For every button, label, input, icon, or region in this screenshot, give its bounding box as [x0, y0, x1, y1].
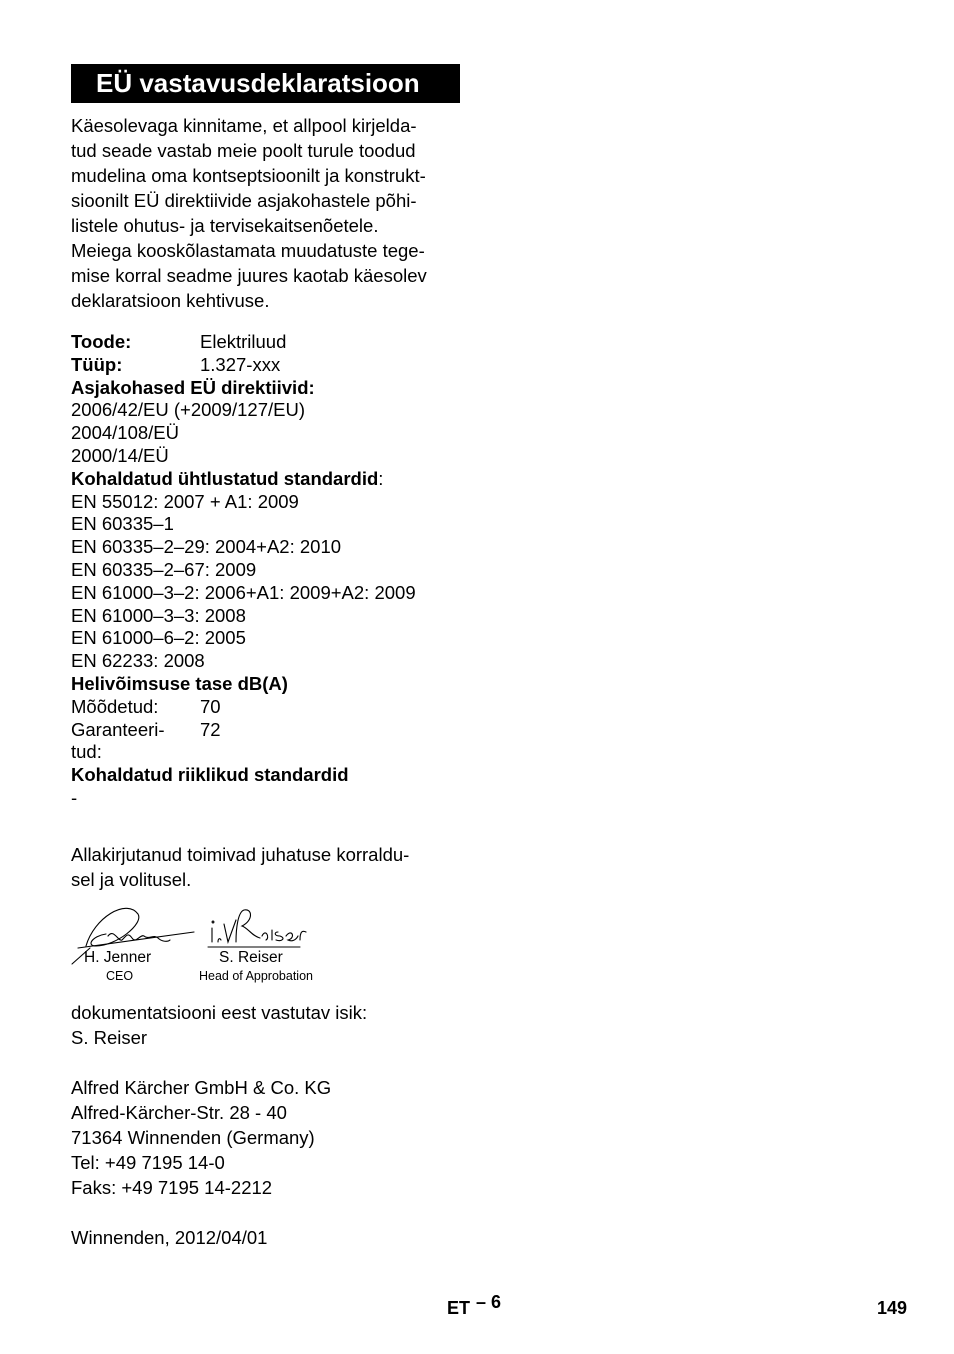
intro-line: Meiega kooskõlastamata muudatuste tege- — [71, 240, 425, 261]
product-label: Toode: — [71, 331, 132, 352]
contact-line — [71, 1050, 471, 1075]
intro-line: tud seade vastab meie poolt turule toodud — [71, 140, 416, 161]
signature-role: CEO — [106, 969, 134, 983]
sound-guaranteed-row — [71, 719, 471, 765]
standards-heading-line — [71, 468, 471, 491]
contact-line: Tel: +49 7195 14-0 — [71, 1152, 225, 1173]
standard-item: EN 61000–6–2: 2005 — [71, 627, 246, 649]
directive-item: 2004/108/EÜ — [71, 422, 180, 444]
product-row — [71, 331, 471, 354]
contact-line: Winnenden, 2012/04/01 — [71, 1227, 268, 1248]
type-value: 1.327-xxx — [200, 353, 281, 375]
specifications — [71, 331, 471, 810]
sound-measured-value: 70 — [200, 695, 221, 717]
standard-item: EN 61000–3–2: 2006+A1: 2009+A2: 2009 — [71, 581, 416, 603]
signature-name: S. Reiser — [219, 949, 283, 966]
signature-role: Head of Approbation — [199, 969, 313, 983]
standard-item: EN 61000–3–3: 2008 — [71, 604, 246, 626]
intro-line: mudelina oma kontseptsioonilt ja konstrukt- — [71, 165, 426, 186]
sound-measured-label: Mõõdetud: — [71, 695, 159, 717]
standard-item: EN 62233: 2008 — [71, 650, 205, 672]
page-title: EÜ vastavusdeklaratsioon — [71, 64, 460, 103]
standard-item: EN 55012: 2007 + A1: 2009 — [71, 490, 299, 512]
signatory-line: Allakirjutanud toimivad juhatuse korraldu- — [71, 844, 410, 865]
contact-line: 71364 Winnenden (Germany) — [71, 1127, 315, 1148]
standard-item: EN 60335–2–67: 2009 — [71, 558, 257, 580]
signatory-line: sel ja volitusel. — [71, 869, 192, 890]
contact-line: S. Reiser — [71, 1027, 148, 1048]
contact-line: Alfred Kärcher GmbH & Co. KG — [71, 1077, 332, 1098]
standard-item: EN 60335–1 — [71, 513, 174, 535]
contact-line: dokumentatsiooni eest vastutav isik: — [71, 1002, 368, 1023]
intro-line: deklaratsioon kehtivuse. — [71, 290, 270, 311]
directive-item: 2000/14/EÜ — [71, 444, 169, 466]
sound-guaranteed-label — [71, 719, 200, 765]
footer-local-page: – 6 — [476, 1292, 502, 1312]
signature-name: H. Jenner — [84, 949, 152, 966]
signature-reiser — [208, 910, 306, 947]
type-row — [71, 354, 471, 377]
signature-block — [66, 898, 346, 988]
contact-line — [71, 1200, 471, 1225]
sound-guaranteed-value: 72 — [200, 718, 221, 740]
footer-language — [447, 1292, 502, 1319]
intro-paragraph — [71, 113, 471, 313]
footer-lang: ET — [447, 1298, 471, 1318]
standards-heading: Kohaldatud ühtlustatud standardid — [71, 467, 379, 489]
national-standards-heading: Kohaldatud riiklikud standardid — [71, 764, 349, 786]
sound-guaranteed-label-part: Garanteeri- — [71, 718, 165, 740]
page-number: 149 — [877, 1298, 908, 1318]
sound-heading: Helivõimsuse tase dB(A) — [71, 672, 288, 694]
contact-line: Faks: +49 7195 14-2212 — [71, 1177, 273, 1198]
national-standards-value: - — [71, 786, 78, 808]
sound-guaranteed-label-part: tud: — [71, 741, 102, 763]
intro-line: listele ohutus- ja tervisekaitsenõetele. — [71, 215, 379, 236]
standard-item: EN 60335–2–29: 2004+A2: 2010 — [71, 536, 342, 558]
directives-heading: Asjakohased EÜ direktiivid: — [71, 376, 315, 398]
contact-block — [71, 1000, 471, 1250]
directive-item: 2006/42/EU (+2009/127/EU) — [71, 399, 305, 421]
intro-line: sioonilt EÜ direktiivide asjakohastele põhi- — [71, 190, 417, 211]
sound-measured-row — [71, 696, 471, 719]
intro-line: Käesolevaga kinnitame, et allpool kirjelda- — [71, 115, 417, 136]
signatory-statement — [71, 842, 471, 892]
standards-colon: : — [378, 467, 384, 489]
contact-line: Alfred-Kärcher-Str. 28 - 40 — [71, 1102, 287, 1123]
type-label: Tüüp: — [71, 353, 123, 375]
intro-line: mise korral seadme juures kaotab käesolev — [71, 265, 427, 286]
product-value: Elektriluud — [200, 331, 287, 352]
